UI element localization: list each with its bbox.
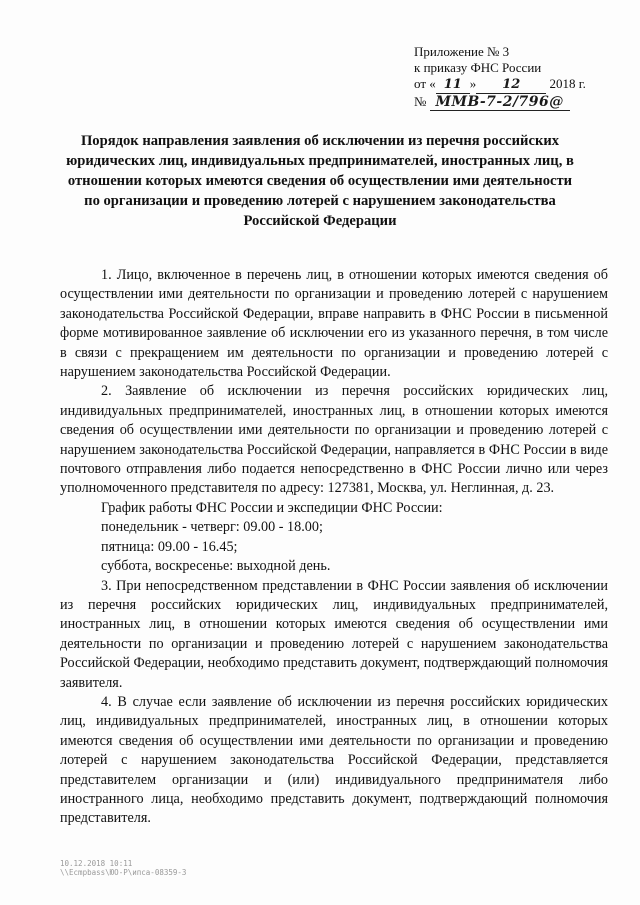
schedule-friday: пятница: 09.00 - 16.45;: [101, 538, 238, 555]
paragraph-1: 1. Лицо, включенное в перечень лиц, в отношении которых имеются сведения об осуществлении ими деятельности по организации и проведению лотерей с нарушением законодательства Российской Федерации, вправе направить в ФНС России в письменной форме мотивированное заявление об исключении его из указанного перечня, в том числе в связи с прекращением им деятельности по организации и проведению лотерей с нарушением законодательства Российской Федерации.: [60, 267, 608, 381]
footer-path: \\Ecmpbass\ЮО-Р\ипса-08359-3: [60, 868, 187, 877]
number-value: ММВ-7-2/796@: [430, 94, 570, 111]
date-month: 12: [476, 77, 546, 94]
date-day: 11: [436, 77, 470, 94]
print-footer: [60, 859, 186, 877]
paragraph-3: 3. При непосредственном представлении в ФНС России заявления об исключении из перечня российских юридических лиц, индивидуальных предпринимателей, иностранных лиц, в отношении которых имеются сведения об осуществлении ими деятельности по организации и проведению лотерей с нарушением законодательства Российской Федерации, необходимо представить документ, подтверждающий полномочия заявителя.: [60, 577, 608, 691]
date-year: 2018 г.: [549, 76, 586, 91]
appendix-block: [414, 44, 614, 111]
date-mid: »: [469, 76, 477, 91]
schedule-heading: График работы ФНС России и экспедиции ФНС России:: [101, 499, 443, 516]
paragraph-4: 4. В случае если заявление об исключении из перечня российских юридических лиц, индивидуальных предпринимателей, иностранных лиц, в отношении которых имеются сведения об осуществлении ими деятельности по организации и проведению лотерей с нарушением законодательства Российской Федерации, представляется представителем организации и (или) индивидуального предпринимателя либо иностранного лица, необходимо представить документ, подтверждающий полномочия представителя.: [60, 693, 608, 827]
document-title: Порядок направления заявления об исключении из перечня российских юридических лиц, индивидуальных предпринимателей, иностранных лиц, в отношении которых имеются сведения об осуществлении ими деятельности по организации и проведению лотерей с нарушением законодательства Российской Федерации: [66, 133, 574, 229]
schedule-weekend: суббота, воскресенье: выходной день.: [101, 558, 331, 575]
appendix-label: Приложение № 3: [414, 44, 510, 59]
schedule-weekdays: понедельник - четверг: 09.00 - 18.00;: [101, 519, 323, 536]
appendix-date: [414, 76, 614, 94]
number-prefix: №: [414, 94, 427, 109]
paragraph-2: 2. Заявление об исключении из перечня российских юридических лиц, индивидуальных предпринимателей, иностранных лиц, в отношении которых имеются сведения об осуществлении ими деятельности по организации и проведению лотерей с нарушением законодательства Российской Федерации, направляется в ФНС России в виде почтового отправления либо подается непосредственно в ФНС России лично или через уполномоченного представителя по адресу: 127381, Москва, ул. Неглинная, д. 23.: [60, 383, 608, 497]
date-prefix: от «: [414, 76, 436, 91]
footer-timestamp: 10.12.2018 10:11: [60, 859, 133, 868]
appendix-number: [414, 94, 614, 111]
appendix-order-ref: к приказу ФНС России: [414, 60, 542, 75]
document-body: [60, 266, 608, 829]
